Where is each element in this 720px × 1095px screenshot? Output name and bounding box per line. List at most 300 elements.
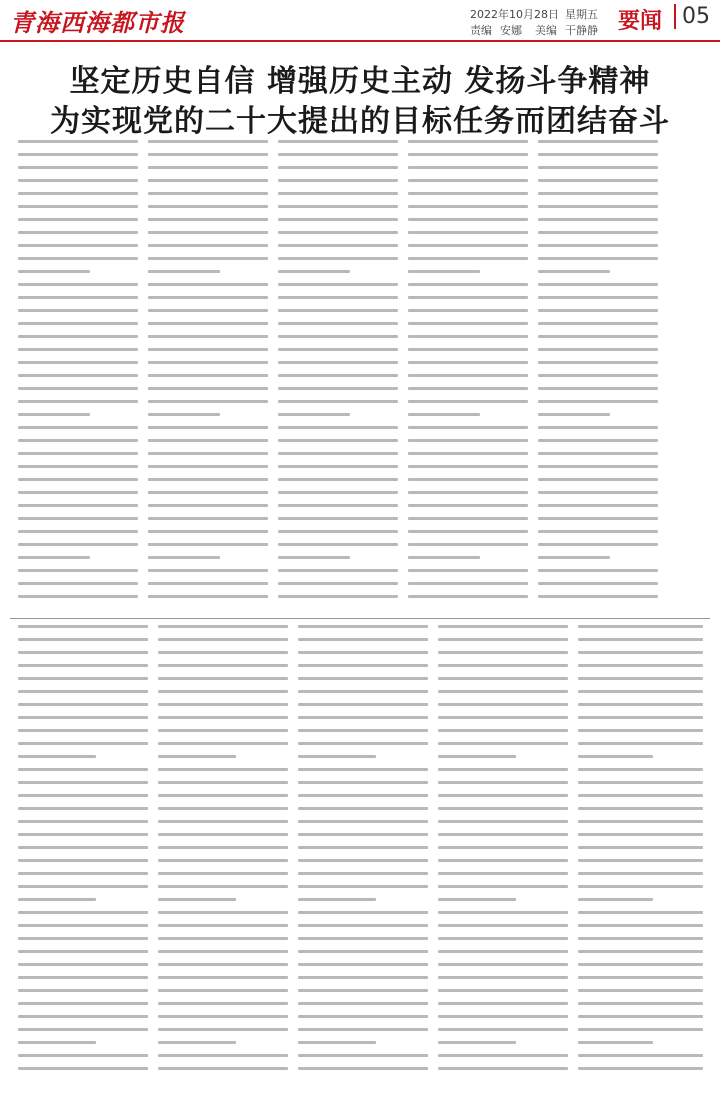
text-line bbox=[148, 335, 268, 338]
text-line bbox=[148, 595, 268, 598]
text-line bbox=[298, 820, 428, 823]
text-line bbox=[438, 872, 568, 875]
section-divider bbox=[10, 618, 710, 619]
text-line bbox=[298, 651, 428, 654]
text-line bbox=[408, 530, 528, 533]
text-line bbox=[408, 569, 528, 572]
text-line bbox=[578, 755, 653, 758]
text-line bbox=[408, 361, 528, 364]
text-line bbox=[538, 543, 658, 546]
text-line bbox=[298, 872, 428, 875]
text-line bbox=[298, 664, 428, 667]
text-line bbox=[18, 595, 138, 598]
text-line bbox=[298, 924, 428, 927]
text-line bbox=[538, 140, 658, 143]
text-line bbox=[408, 517, 528, 520]
text-line bbox=[148, 400, 268, 403]
text-line bbox=[278, 582, 398, 585]
text-line bbox=[408, 452, 528, 455]
text-line bbox=[278, 257, 398, 260]
text-line bbox=[18, 218, 138, 221]
text-line bbox=[298, 833, 428, 836]
text-line bbox=[18, 794, 148, 797]
text-line bbox=[438, 794, 568, 797]
text-line bbox=[18, 885, 148, 888]
text-line bbox=[278, 530, 398, 533]
text-line bbox=[158, 950, 288, 953]
text-line bbox=[148, 491, 268, 494]
text-line bbox=[278, 283, 398, 286]
text-line bbox=[438, 716, 568, 719]
text-line bbox=[148, 244, 268, 247]
text-line bbox=[18, 833, 148, 836]
text-line bbox=[18, 755, 96, 758]
text-line bbox=[298, 742, 428, 745]
text-line bbox=[278, 426, 398, 429]
text-line bbox=[148, 374, 268, 377]
text-line bbox=[278, 439, 398, 442]
text-line bbox=[298, 1054, 428, 1057]
text-line bbox=[538, 205, 658, 208]
text-line bbox=[538, 309, 658, 312]
text-line bbox=[158, 924, 288, 927]
text-line bbox=[158, 755, 236, 758]
text-line bbox=[148, 270, 220, 273]
text-line bbox=[298, 950, 428, 953]
designer-name: 干静静 bbox=[565, 24, 598, 37]
text-line bbox=[148, 452, 268, 455]
text-line bbox=[298, 859, 428, 862]
text-line bbox=[18, 439, 138, 442]
text-line bbox=[538, 218, 658, 221]
text-line bbox=[18, 846, 148, 849]
text-line bbox=[538, 361, 658, 364]
text-line bbox=[408, 283, 528, 286]
text-line bbox=[158, 898, 236, 901]
text-line bbox=[148, 517, 268, 520]
text-line bbox=[18, 530, 138, 533]
text-line bbox=[148, 153, 268, 156]
text-line bbox=[18, 140, 138, 143]
text-line bbox=[298, 963, 428, 966]
text-line bbox=[148, 543, 268, 546]
text-line bbox=[538, 517, 658, 520]
text-line bbox=[578, 742, 703, 745]
text-line bbox=[278, 166, 398, 169]
text-column bbox=[18, 625, 148, 1085]
text-line bbox=[148, 426, 268, 429]
text-line bbox=[578, 976, 703, 979]
text-line bbox=[298, 976, 428, 979]
text-line bbox=[408, 465, 528, 468]
text-line bbox=[438, 1028, 568, 1031]
text-line bbox=[158, 664, 288, 667]
text-line bbox=[158, 651, 288, 654]
text-line bbox=[298, 729, 428, 732]
text-line bbox=[408, 426, 528, 429]
text-line bbox=[158, 1054, 288, 1057]
text-line bbox=[578, 1015, 703, 1018]
text-line bbox=[18, 205, 138, 208]
text-line bbox=[578, 781, 703, 784]
text-column bbox=[148, 140, 268, 615]
text-line bbox=[158, 690, 288, 693]
text-line bbox=[578, 703, 703, 706]
text-line bbox=[278, 491, 398, 494]
text-line bbox=[408, 478, 528, 481]
text-line bbox=[298, 937, 428, 940]
text-line bbox=[298, 989, 428, 992]
text-line bbox=[408, 205, 528, 208]
text-line bbox=[18, 664, 148, 667]
text-line bbox=[408, 374, 528, 377]
text-line bbox=[438, 1041, 516, 1044]
text-line bbox=[18, 651, 148, 654]
text-line bbox=[18, 335, 138, 338]
text-line bbox=[278, 569, 398, 572]
text-line bbox=[578, 768, 703, 771]
text-line bbox=[298, 885, 428, 888]
text-line bbox=[18, 820, 148, 823]
text-line bbox=[148, 478, 268, 481]
text-line bbox=[438, 638, 568, 641]
text-line bbox=[278, 361, 398, 364]
text-line bbox=[18, 400, 138, 403]
text-line bbox=[298, 1067, 428, 1070]
text-line bbox=[158, 976, 288, 979]
text-column bbox=[408, 140, 528, 615]
text-line bbox=[438, 963, 568, 966]
text-line bbox=[578, 911, 703, 914]
text-line bbox=[18, 768, 148, 771]
text-line bbox=[278, 322, 398, 325]
text-line bbox=[578, 833, 703, 836]
text-line bbox=[578, 1054, 703, 1057]
text-line bbox=[408, 335, 528, 338]
text-line bbox=[18, 374, 138, 377]
text-line bbox=[18, 296, 138, 299]
text-line bbox=[578, 898, 653, 901]
text-line bbox=[298, 768, 428, 771]
text-line bbox=[18, 625, 148, 628]
headline-line-2: 为实现党的二十大提出的目标任务而团结奋斗 bbox=[50, 104, 670, 139]
text-line bbox=[408, 504, 528, 507]
text-line bbox=[18, 703, 148, 706]
text-line bbox=[18, 781, 148, 784]
text-line bbox=[18, 690, 148, 693]
text-line bbox=[578, 729, 703, 732]
text-line bbox=[578, 1002, 703, 1005]
text-line bbox=[408, 322, 528, 325]
text-line bbox=[578, 716, 703, 719]
text-line bbox=[438, 924, 568, 927]
text-line bbox=[18, 426, 138, 429]
text-line bbox=[18, 963, 148, 966]
text-line bbox=[158, 1015, 288, 1018]
text-line bbox=[298, 1002, 428, 1005]
section-label: 要闻 bbox=[618, 9, 663, 34]
text-line bbox=[298, 677, 428, 680]
text-line bbox=[148, 582, 268, 585]
text-line bbox=[578, 664, 703, 667]
text-line bbox=[278, 192, 398, 195]
text-line bbox=[438, 651, 568, 654]
text-line bbox=[278, 556, 350, 559]
text-line bbox=[538, 166, 658, 169]
text-line bbox=[578, 625, 703, 628]
text-line bbox=[298, 911, 428, 914]
text-line bbox=[538, 400, 658, 403]
text-line bbox=[438, 859, 568, 862]
text-line bbox=[18, 556, 90, 559]
text-line bbox=[148, 556, 220, 559]
text-line bbox=[158, 742, 288, 745]
text-line bbox=[538, 452, 658, 455]
text-line bbox=[408, 270, 480, 273]
editor-name: 安娜 bbox=[500, 24, 522, 37]
text-line bbox=[578, 794, 703, 797]
text-line bbox=[148, 465, 268, 468]
text-line bbox=[298, 703, 428, 706]
text-line bbox=[578, 638, 703, 641]
text-line bbox=[578, 1028, 703, 1031]
masthead bbox=[0, 0, 720, 40]
text-line bbox=[158, 833, 288, 836]
text-line bbox=[538, 569, 658, 572]
text-line bbox=[408, 257, 528, 260]
text-line bbox=[438, 768, 568, 771]
text-line bbox=[18, 309, 138, 312]
text-line bbox=[158, 963, 288, 966]
text-line bbox=[278, 205, 398, 208]
text-line bbox=[278, 400, 398, 403]
text-line bbox=[538, 465, 658, 468]
text-line bbox=[158, 625, 288, 628]
text-line bbox=[278, 153, 398, 156]
text-line bbox=[538, 582, 658, 585]
text-line bbox=[158, 768, 288, 771]
text-line bbox=[278, 413, 350, 416]
text-line bbox=[298, 898, 376, 901]
text-line bbox=[278, 296, 398, 299]
text-line bbox=[18, 729, 148, 732]
text-line bbox=[438, 885, 568, 888]
text-line bbox=[408, 595, 528, 598]
text-line bbox=[148, 309, 268, 312]
text-line bbox=[278, 348, 398, 351]
text-line bbox=[578, 937, 703, 940]
text-line bbox=[18, 1002, 148, 1005]
text-line bbox=[158, 911, 288, 914]
text-line bbox=[18, 166, 138, 169]
text-line bbox=[278, 478, 398, 481]
text-line bbox=[578, 924, 703, 927]
text-line bbox=[438, 911, 568, 914]
text-line bbox=[538, 244, 658, 247]
text-line bbox=[158, 781, 288, 784]
text-line bbox=[538, 270, 610, 273]
text-line bbox=[408, 166, 528, 169]
text-column bbox=[278, 140, 398, 615]
text-line bbox=[438, 664, 568, 667]
designer-label: 美编 bbox=[535, 24, 557, 37]
text-line bbox=[578, 885, 703, 888]
issue-weekday: 星期五 bbox=[565, 8, 598, 21]
text-line bbox=[438, 755, 516, 758]
text-line bbox=[438, 950, 568, 953]
text-line bbox=[408, 348, 528, 351]
text-line bbox=[538, 530, 658, 533]
text-line bbox=[578, 859, 703, 862]
text-line bbox=[18, 231, 138, 234]
text-line bbox=[538, 426, 658, 429]
text-line bbox=[158, 1067, 288, 1070]
text-line bbox=[278, 218, 398, 221]
text-line bbox=[538, 439, 658, 442]
text-line bbox=[18, 491, 138, 494]
text-line bbox=[158, 885, 288, 888]
text-line bbox=[18, 1028, 148, 1031]
text-column bbox=[578, 625, 703, 1085]
text-line bbox=[148, 283, 268, 286]
text-line bbox=[578, 820, 703, 823]
text-line bbox=[148, 231, 268, 234]
text-line bbox=[158, 846, 288, 849]
text-line bbox=[538, 374, 658, 377]
text-line bbox=[18, 517, 138, 520]
text-line bbox=[18, 153, 138, 156]
text-line bbox=[538, 387, 658, 390]
text-line bbox=[538, 322, 658, 325]
text-line bbox=[18, 859, 148, 862]
text-line bbox=[578, 651, 703, 654]
text-line bbox=[298, 716, 428, 719]
text-line bbox=[578, 1067, 703, 1070]
text-line bbox=[158, 794, 288, 797]
text-line bbox=[578, 989, 703, 992]
text-line bbox=[18, 924, 148, 927]
text-line bbox=[148, 205, 268, 208]
text-line bbox=[298, 807, 428, 810]
text-line bbox=[438, 1067, 568, 1070]
text-line bbox=[408, 400, 528, 403]
text-line bbox=[408, 179, 528, 182]
text-line bbox=[438, 690, 568, 693]
text-line bbox=[18, 1067, 148, 1070]
text-line bbox=[438, 729, 568, 732]
text-line bbox=[438, 742, 568, 745]
text-line bbox=[438, 989, 568, 992]
text-line bbox=[18, 638, 148, 641]
text-line bbox=[148, 166, 268, 169]
text-line bbox=[408, 244, 528, 247]
text-line bbox=[298, 1015, 428, 1018]
text-line bbox=[438, 625, 568, 628]
text-line bbox=[148, 530, 268, 533]
text-line bbox=[538, 179, 658, 182]
text-line bbox=[158, 937, 288, 940]
text-line bbox=[148, 569, 268, 572]
masthead-rule bbox=[0, 40, 720, 42]
text-line bbox=[18, 976, 148, 979]
page-number: 05 bbox=[674, 4, 710, 29]
text-line bbox=[18, 504, 138, 507]
text-line bbox=[538, 478, 658, 481]
text-line bbox=[438, 846, 568, 849]
text-line bbox=[148, 322, 268, 325]
text-line bbox=[538, 257, 658, 260]
text-line bbox=[438, 781, 568, 784]
text-line bbox=[578, 807, 703, 810]
text-line bbox=[148, 257, 268, 260]
text-line bbox=[278, 179, 398, 182]
text-line bbox=[278, 309, 398, 312]
text-line bbox=[18, 192, 138, 195]
text-line bbox=[18, 465, 138, 468]
text-line bbox=[158, 703, 288, 706]
text-line bbox=[438, 677, 568, 680]
newspaper-logo: 青海西海都市报 bbox=[10, 8, 185, 37]
text-line bbox=[148, 361, 268, 364]
text-column bbox=[298, 625, 428, 1085]
text-line bbox=[538, 504, 658, 507]
text-line bbox=[148, 296, 268, 299]
text-line bbox=[578, 872, 703, 875]
text-line bbox=[538, 595, 658, 598]
text-line bbox=[278, 374, 398, 377]
text-line bbox=[438, 703, 568, 706]
text-line bbox=[158, 820, 288, 823]
text-line bbox=[158, 1028, 288, 1031]
text-line bbox=[298, 690, 428, 693]
text-line bbox=[538, 296, 658, 299]
text-line bbox=[18, 950, 148, 953]
text-line bbox=[298, 638, 428, 641]
text-line bbox=[538, 491, 658, 494]
text-line bbox=[278, 543, 398, 546]
text-line bbox=[18, 807, 148, 810]
text-line bbox=[298, 794, 428, 797]
issue-date: 2022年10月28日 bbox=[470, 8, 559, 21]
text-line bbox=[408, 543, 528, 546]
text-line bbox=[158, 638, 288, 641]
text-line bbox=[538, 283, 658, 286]
text-line bbox=[438, 1015, 568, 1018]
text-line bbox=[278, 270, 350, 273]
text-line bbox=[408, 413, 480, 416]
text-column bbox=[538, 140, 658, 615]
text-line bbox=[18, 677, 148, 680]
text-line bbox=[438, 1054, 568, 1057]
text-line bbox=[18, 569, 138, 572]
text-line bbox=[18, 716, 148, 719]
text-line bbox=[408, 439, 528, 442]
text-line bbox=[158, 989, 288, 992]
text-line bbox=[148, 413, 220, 416]
text-line bbox=[18, 898, 96, 901]
text-line bbox=[408, 582, 528, 585]
text-line bbox=[438, 807, 568, 810]
text-line bbox=[148, 439, 268, 442]
text-line bbox=[278, 140, 398, 143]
text-line bbox=[298, 781, 428, 784]
text-line bbox=[578, 1041, 653, 1044]
text-line bbox=[538, 348, 658, 351]
text-line bbox=[408, 231, 528, 234]
text-line bbox=[18, 989, 148, 992]
text-line bbox=[18, 283, 138, 286]
text-line bbox=[18, 937, 148, 940]
